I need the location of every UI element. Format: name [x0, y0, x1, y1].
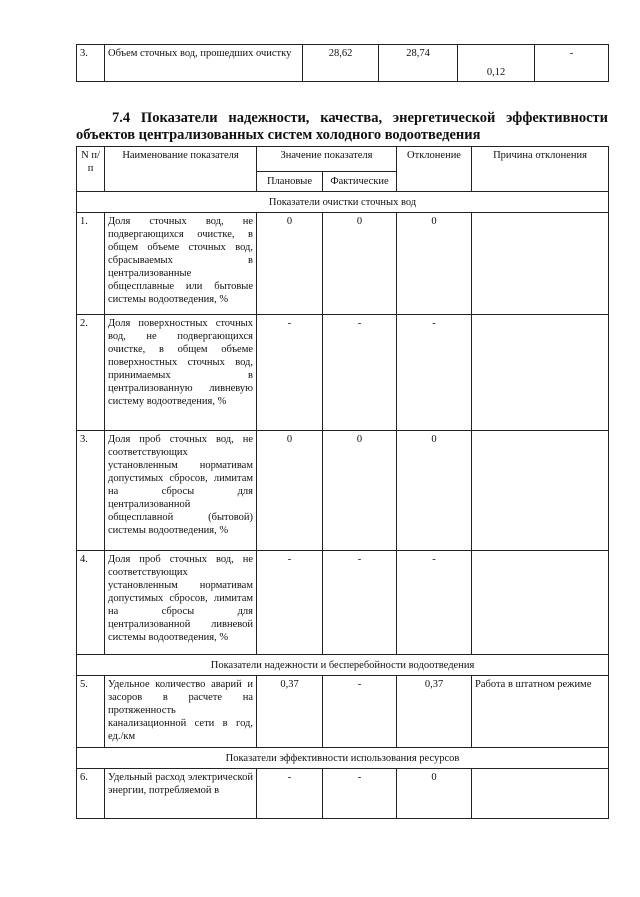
deviation-value: 0 [397, 213, 472, 315]
row-number: 6. [77, 769, 105, 819]
header-num: N п/п [77, 147, 105, 192]
header-reason: Причина отклонения [472, 147, 609, 192]
fact-value: - [323, 551, 397, 655]
section-title: Показатели эффективности использования ресурсов [77, 748, 609, 769]
plan-value: 0 [257, 431, 323, 551]
reason-value [472, 551, 609, 655]
reason-value: Работа в штатном режиме [472, 676, 609, 748]
fact-value: - [323, 769, 397, 819]
deviation-value: - [397, 551, 472, 655]
fact-value: - [323, 676, 397, 748]
row-number: 3. [77, 431, 105, 551]
section-title: Показатели надежности и бесперебойности водоотведения [77, 655, 609, 676]
header-fact: Фактические [323, 171, 397, 191]
plan-value: 0 [257, 213, 323, 315]
fact-value: 28,74 [379, 45, 458, 82]
reason-value [472, 769, 609, 819]
deviation-value: 0 [397, 769, 472, 819]
plan-value: - [257, 769, 323, 819]
row-number: 4. [77, 551, 105, 655]
deviation-value: 0,12 [458, 45, 535, 82]
indicator-name: Объем сточных вод, прошедших очистку [105, 45, 303, 82]
indicator-name: Удельный расход электрической энергии, потребляемой в [105, 769, 257, 819]
reason-value: - [535, 45, 609, 82]
reason-value [472, 315, 609, 431]
header-plan: Плановые [257, 171, 323, 191]
section-heading [76, 110, 608, 144]
header-value: Значение показателя [257, 147, 397, 172]
indicator-name: Удельное количество аварий и засоров в расчете на протяженность канализационной сети в год, ед./км [105, 676, 257, 748]
row-number: 3. [77, 45, 105, 82]
indicators-table [76, 146, 609, 819]
indicator-name: Доля проб сточных вод, не соответствующих установленным нормативам допустимых сбросов, лимитам на сбросы для централизованной ливневой системы водоотведения, % [105, 551, 257, 655]
heading-line-1: 7.4 Показатели надежности, качества, энергетической эффективности [112, 110, 608, 126]
fact-value: - [323, 315, 397, 431]
reason-value [472, 213, 609, 315]
indicator-name: Доля сточных вод, не подвергающихся очистке, в общем объеме сточных вод, сбрасываемых в централизованные общесплавные или бытовые системы водоотведения, % [105, 213, 257, 315]
indicator-name: Доля проб сточных вод, не соответствующих установленным нормативам допустимых сбросов, лимитам на сбросы для централизованной общесплавной (бытовой) системы водоотведения, % [105, 431, 257, 551]
row-number: 5. [77, 676, 105, 748]
plan-value: - [257, 551, 323, 655]
previous-table-row [76, 44, 609, 82]
deviation-value: 0 [397, 431, 472, 551]
reason-value [472, 431, 609, 551]
deviation-value: - [397, 315, 472, 431]
indicator-name: Доля поверхностных сточных вод, не подвергающихся очистке, в общем объеме поверхностных сточных вод, принимаемых в централизованную ливневую систему водоотведения, % [105, 315, 257, 431]
section-title: Показатели очистки сточных вод [77, 192, 609, 213]
fact-value: 0 [323, 213, 397, 315]
header-name: Наименование показателя [105, 147, 257, 192]
fact-value: 0 [323, 431, 397, 551]
deviation-value: 0,37 [397, 676, 472, 748]
row-number: 2. [77, 315, 105, 431]
heading-line-2: объектов централизованных систем холодного водоотведения [76, 127, 481, 143]
plan-value: - [257, 315, 323, 431]
row-number: 1. [77, 213, 105, 315]
plan-value: 0,37 [257, 676, 323, 748]
header-deviation: Отклонение [397, 147, 472, 192]
plan-value: 28,62 [303, 45, 379, 82]
